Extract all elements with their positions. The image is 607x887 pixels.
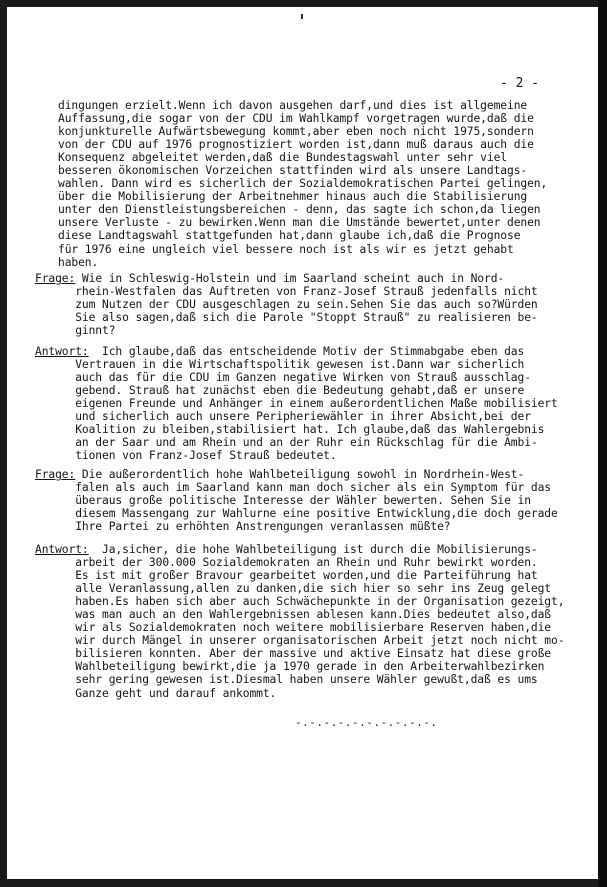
answer-label: Antwort: (35, 345, 89, 358)
question-label: Frage: (35, 468, 76, 481)
scan-mark (301, 14, 303, 19)
answer-block (35, 543, 564, 700)
question-block (35, 272, 538, 337)
end-mark: -.-.-.-.-.-.-.-.-.-. (295, 716, 438, 729)
answer-text: Ich glaube,daß das entscheidende Motiv der Stimmabgabe eben das Vertrauen in die Wirtschaftspolitik gewesen ist.Dann war sicherlich auch das für die CDU im Ganzen negative Wirken von Strauß ausschlag- gebend. Strauß hat zunächst eben die Bedeutung gehabt,daß er unsere eigenen Freunde und Anhänger in einem außerordentlichen Maße mobilisiert und sicherlich auch unsere Peripheriewähler in ihrer Absicht,bei der Koalition zu bleiben,stabilisiert hat. Ich glaube,daß das Wahlergebnis an der Saar und am Rhein und an der Ruhr ein Rückschlag für die Ambi- tionen von Franz-Josef Strauß bedeutet. (75, 345, 558, 463)
question-text: Wie in Schleswig-Holstein und im Saarland scheint auch in Nord- rhein-Westfalen das Auftreten von Franz-Josef Strauß jedenfalls nicht zum Nutzen der CDU ausgeschlagen zu sein.Sehen Sie das auch so?Würden Sie also sagen,daß sich die Parole "Stoppt Strauß" zu realisieren be- ginnt? (75, 272, 538, 338)
question-block (35, 468, 558, 533)
continuation-paragraph: dingungen erzielt.Wenn ich davon ausgehen darf,und dies ist allgemeine Auffassung,die sogar von der CDU im Wahlkampf vorgetragen wurde,daß die konjunkturelle Aufwärtsbewegung kommt,aber eben noch nicht 1975,sondern von der CDU auf 1976 prognostiziert worden ist,dann muß daraus auch die Konsequenz abgeleitet werden,daß die Bundestagswahl unter sehr viel besseren ökonomischen Vorzeichen stattfinden wird als unsere Landtags- wahlen. Dann wird es sicherlich der Sozialdemokratischen Partei gelingen, über die Mobilisierung der Arbeitnehmer hinaus auch die Stabilisierung unter den Dienstleistungsbereichen - denn, das sagte ich schon,da liegen unsere Verluste - zu bewirken.Wenn man die Umstände bewertet,unter denen diese Landtagswahl stattgefunden hat,dann glaube ich,daß die Prognose für 1976 eine ungleich viel bessere noch ist als wir es jetzt gehabt haben. (58, 99, 548, 269)
answer-label: Antwort: (35, 543, 89, 556)
scan-border (598, 0, 607, 887)
page-number: - 2 - (500, 76, 540, 91)
question-text: Die außerordentlich hohe Wahlbeteiligung sowohl in Nordrhein-West- falen als auch im Saarland kann man doch sicher als ein Symptom für das überaus große politische Interesse der Wähler bewerten. Sehen Sie in diesem Massengang zur Wahlurne eine positive Entwicklung,die doch gerade Ihre Partei zu erhöhten Anstrengungen veranlassen müßte? (75, 468, 558, 534)
answer-text: Ja,sicher, die hohe Wahlbeteiligung ist durch die Mobilisierungs- arbeit der 300.000 Sozialdemokraten an Rhein und Ruhr bewirkt worden. Es ist mit großer Bravour gearbeitet worden,und die Parteiführung hat alle Veranlassung,allen zu danken,die sich hier so sehr ins Zeug gelegt haben.Es haben sich aber auch Schwächepunkte in der Organisation gezeigt, was man auch an den Wahlergebnissen ablesen kann.Dies bedeutet also,daß wir als Sozialdemokraten noch weitere mobilisierbare Reserven haben,die wir durch Mängel in unserer organisatorischen Arbeit jetzt noch nicht mo- bilisieren konnten. Aber der massive und aktive Einsatz hat diese große Wahlbeteiligung bewirkt,die ja 1970 gerade in den Arbeiterwahlbezirken sehr gering gewesen ist.Diesmal haben unsere Wähler gewußt,daß es ums Ganze geht und darauf ankommt. (75, 543, 565, 700)
answer-block (35, 345, 558, 462)
question-label: Frage: (35, 272, 76, 285)
